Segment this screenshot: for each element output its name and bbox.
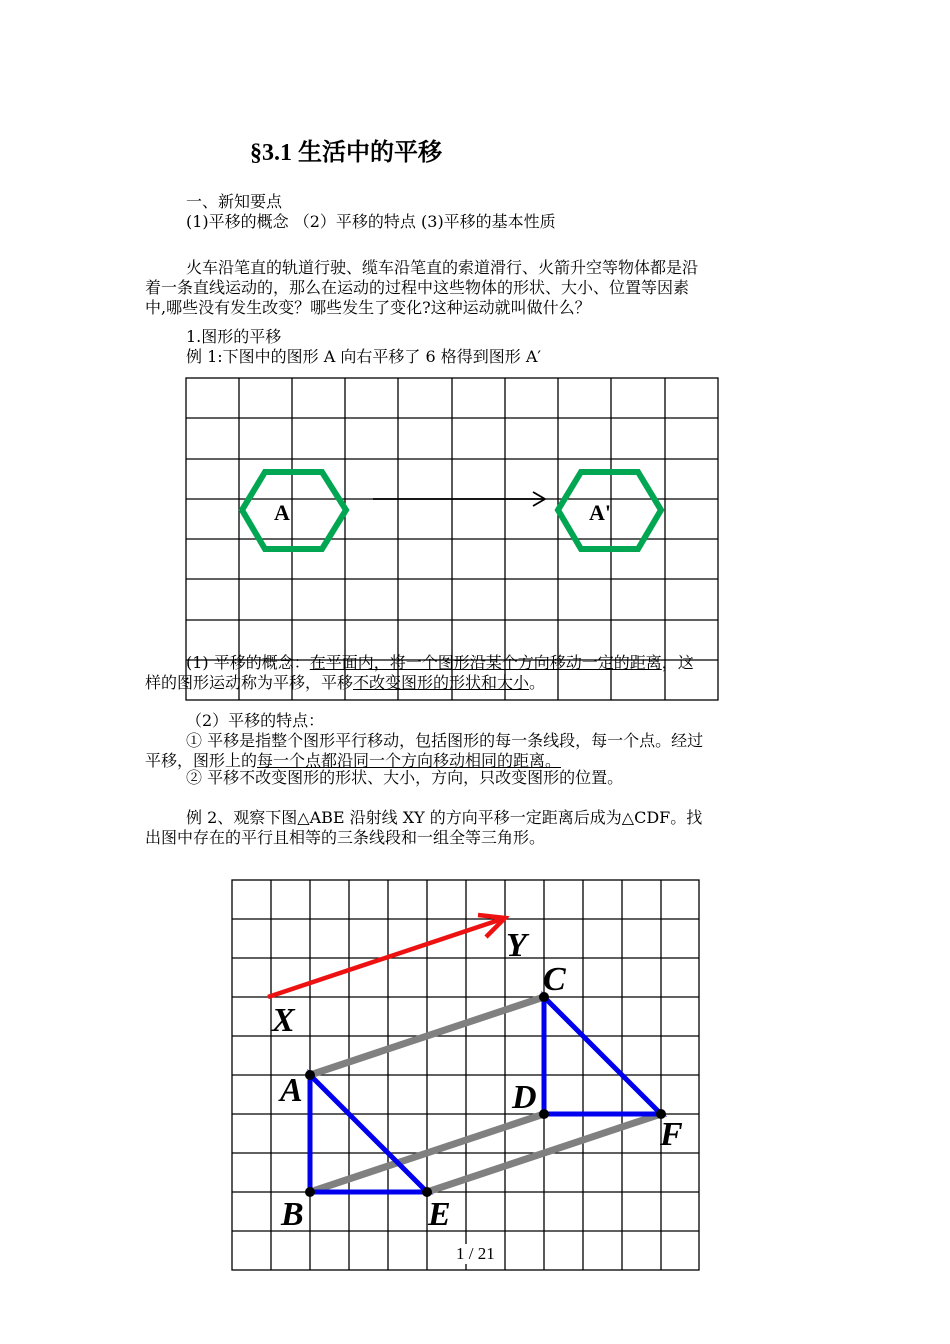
label-a-prime: A' [589, 500, 611, 525]
intro-line-1: 火车沿笔直的轨道行驶、缆车沿笔直的索道滑行、火箭升空等物体都是沿 [186, 258, 699, 277]
label-b: B [281, 1196, 304, 1233]
features-heading: （2）平移的特点： [186, 711, 325, 730]
concept-line-2-suffix: 。 [529, 673, 546, 692]
example-1-text: 例 1:下图中的图形 A 向右平移了 6 格得到图形 A′ [186, 347, 542, 366]
section-points: (1)平移的概念 （2）平移的特点 (3)平移的基本性质 [186, 212, 556, 231]
concept-prefix: (1) 平移的概念： [186, 653, 310, 672]
label-f: F [660, 1116, 683, 1153]
section-heading: 一、新知要点 [186, 192, 283, 211]
triangle-cdf [544, 997, 661, 1114]
concept-line-2-underlined: 不改变图形的形状和大小 [353, 673, 530, 692]
page-number: 1 / 21 [456, 1244, 495, 1263]
intro-line-3: 中,哪些没有发生改变？哪些发生了变化?这种运动就叫做什么？ [145, 298, 591, 317]
features-item-1-prefix: 平移，图形上的 [145, 751, 258, 770]
example-2-line-2: 出图中存在的平行且相等的三条线段和一组全等三角形。 [145, 828, 546, 847]
concept-line-2-prefix: 样的图形运动称为平移，平移 [145, 673, 354, 692]
point-d [539, 1109, 549, 1119]
concept-underlined-1: 在平面内，将一个图形沿某个方向移动一定的距离 [309, 653, 662, 672]
label-d: D [512, 1079, 537, 1116]
label-c: C [543, 961, 566, 998]
label-e: E [428, 1196, 451, 1233]
point-b [305, 1187, 315, 1197]
label-x: X [272, 1002, 295, 1039]
page-title: §3.1 生活中的平移 [250, 140, 442, 166]
label-a: A [274, 500, 290, 525]
point-a [305, 1070, 315, 1080]
example-2-line-1: 例 2、观察下图△ABE 沿射线 XY 的方向平移一定距离后成为△CDF。找 [186, 808, 703, 827]
features-item-2: ② 平移不改变图形的形状、大小，方向，只改变图形的位置。 [186, 768, 624, 787]
label-y: Y [506, 927, 527, 964]
intro-line-2: 着一条直线运动的，那么在运动的过程中这些物体的形状、大小、位置等因素 [145, 278, 690, 297]
label-a-point: A [280, 1072, 303, 1109]
subsection-heading: 1.图形的平移 [186, 327, 282, 346]
features-item-1-underlined: 每一个点都沿同一个方向移动相同的距离。 [257, 751, 562, 770]
concept-suffix: ，这 [661, 653, 694, 672]
features-item-1-line-1: ① 平移是指整个图形平行移动，包括图形的每一条线段，每一个点。经过 [186, 731, 704, 750]
